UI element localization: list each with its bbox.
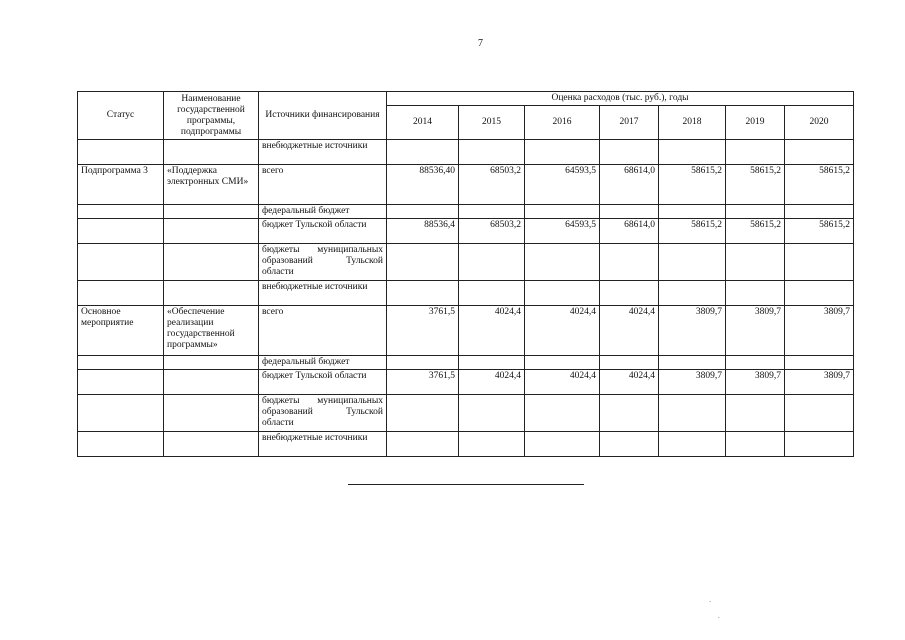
value-cell: 3761,5 [387, 306, 459, 356]
value-cell [726, 356, 785, 370]
value-cell [726, 140, 785, 165]
value-cell [785, 395, 854, 432]
end-rule [348, 484, 584, 485]
value-cell [459, 432, 525, 457]
value-cell [600, 432, 659, 457]
value-cell [659, 140, 726, 165]
table-row [78, 370, 854, 395]
name-cell [164, 370, 259, 395]
value-cell: 88536,4 [387, 219, 459, 244]
status-cell [78, 356, 164, 370]
value-cell: 58615,2 [726, 165, 785, 205]
value-cell [600, 356, 659, 370]
name-cell [164, 205, 259, 219]
name-cell [164, 244, 259, 281]
source-cell: всего [259, 306, 387, 356]
source-cell: внебюджетные источники [259, 140, 387, 165]
source-cell: бюджет Тульской области [259, 370, 387, 395]
name-cell [164, 356, 259, 370]
table-row [78, 165, 854, 205]
value-cell [659, 205, 726, 219]
source-cell: федеральный бюджет [259, 205, 387, 219]
value-cell [785, 281, 854, 306]
name-cell [164, 219, 259, 244]
value-cell [459, 140, 525, 165]
status-cell [78, 140, 164, 165]
value-cell: 4024,4 [459, 306, 525, 356]
status-cell [78, 432, 164, 457]
name-cell: «Поддержка электронных СМИ» [164, 165, 259, 205]
value-cell: 88536,40 [387, 165, 459, 205]
value-cell: 68503,2 [459, 165, 525, 205]
name-cell [164, 395, 259, 432]
value-cell: 68614,0 [600, 219, 659, 244]
table-row [78, 306, 854, 356]
value-cell: 58615,2 [659, 165, 726, 205]
name-cell [164, 140, 259, 165]
value-cell [525, 281, 600, 306]
value-cell [785, 356, 854, 370]
value-cell [459, 205, 525, 219]
source-cell: бюджеты муниципальных образований Тульской области [259, 244, 387, 281]
value-cell [600, 395, 659, 432]
value-cell [600, 140, 659, 165]
header-status: Статус [78, 92, 164, 140]
value-cell [459, 356, 525, 370]
table-header [78, 92, 854, 140]
value-cell [525, 356, 600, 370]
table-row [78, 356, 854, 370]
value-cell: 3761,5 [387, 370, 459, 395]
value-cell: 64593,5 [525, 165, 600, 205]
header-year: 2016 [525, 106, 600, 140]
value-cell [726, 205, 785, 219]
value-cell: 3809,7 [726, 306, 785, 356]
value-cell [525, 432, 600, 457]
value-cell [525, 244, 600, 281]
value-cell: 4024,4 [525, 306, 600, 356]
value-cell: 3809,7 [785, 370, 854, 395]
status-cell: Основное мероприятие [78, 306, 164, 356]
value-cell [785, 244, 854, 281]
source-cell: федеральный бюджет [259, 356, 387, 370]
source-cell: бюджет Тульской области [259, 219, 387, 244]
name-cell [164, 281, 259, 306]
margin-mark: ` [709, 600, 712, 608]
status-cell [78, 370, 164, 395]
value-cell [659, 281, 726, 306]
header-year: 2017 [600, 106, 659, 140]
value-cell [387, 140, 459, 165]
value-cell [726, 244, 785, 281]
value-cell: 3809,7 [726, 370, 785, 395]
header-year: 2019 [726, 106, 785, 140]
value-cell [600, 205, 659, 219]
name-cell: «Обеспечение реализации государственной программы» [164, 306, 259, 356]
value-cell [525, 205, 600, 219]
value-cell [785, 205, 854, 219]
source-cell: внебюджетные источники [259, 281, 387, 306]
budget-table [77, 91, 854, 457]
margin-mark: . [718, 612, 720, 620]
header-year: 2018 [659, 106, 726, 140]
value-cell [726, 281, 785, 306]
value-cell: 58615,2 [785, 165, 854, 205]
value-cell [525, 395, 600, 432]
status-cell [78, 395, 164, 432]
value-cell [785, 140, 854, 165]
source-cell: всего [259, 165, 387, 205]
value-cell [726, 395, 785, 432]
table-row [78, 281, 854, 306]
value-cell: 58615,2 [785, 219, 854, 244]
table-row [78, 219, 854, 244]
table-body [78, 140, 854, 457]
header-year: 2020 [785, 106, 854, 140]
value-cell [387, 432, 459, 457]
value-cell: 3809,7 [659, 306, 726, 356]
table-row [78, 244, 854, 281]
value-cell [525, 140, 600, 165]
value-cell: 58615,2 [726, 219, 785, 244]
status-cell: Подпрограмма 3 [78, 165, 164, 205]
status-cell [78, 205, 164, 219]
table-row [78, 140, 854, 165]
status-cell [78, 244, 164, 281]
header-sources: Источники финансирования [259, 92, 387, 140]
value-cell [600, 244, 659, 281]
header-year: 2014 [387, 106, 459, 140]
value-cell: 68614,0 [600, 165, 659, 205]
value-cell: 4024,4 [525, 370, 600, 395]
value-cell: 3809,7 [659, 370, 726, 395]
value-cell: 4024,4 [459, 370, 525, 395]
value-cell: 68503,2 [459, 219, 525, 244]
name-cell [164, 432, 259, 457]
value-cell [659, 244, 726, 281]
value-cell [459, 244, 525, 281]
value-cell [659, 356, 726, 370]
page-number: 7 [478, 38, 483, 49]
value-cell [387, 395, 459, 432]
status-cell [78, 281, 164, 306]
value-cell [726, 432, 785, 457]
source-cell: бюджеты муниципальных образований Тульской области [259, 395, 387, 432]
value-cell [659, 395, 726, 432]
value-cell [387, 205, 459, 219]
value-cell [459, 395, 525, 432]
table-row [78, 205, 854, 219]
source-cell: внебюджетные источники [259, 432, 387, 457]
value-cell [387, 356, 459, 370]
value-cell [600, 281, 659, 306]
value-cell: 4024,4 [600, 370, 659, 395]
table-row [78, 432, 854, 457]
value-cell: 4024,4 [600, 306, 659, 356]
value-cell [459, 281, 525, 306]
header-name: Наименование государственной программы, подпрограммы [164, 92, 259, 140]
status-cell [78, 219, 164, 244]
header-estimate: Оценка расходов (тыс. руб.), годы [387, 92, 854, 106]
value-cell [785, 432, 854, 457]
value-cell: 3809,7 [785, 306, 854, 356]
header-year: 2015 [459, 106, 525, 140]
value-cell [659, 432, 726, 457]
value-cell: 58615,2 [659, 219, 726, 244]
value-cell [387, 281, 459, 306]
value-cell: 64593,5 [525, 219, 600, 244]
table-row [78, 395, 854, 432]
value-cell [387, 244, 459, 281]
